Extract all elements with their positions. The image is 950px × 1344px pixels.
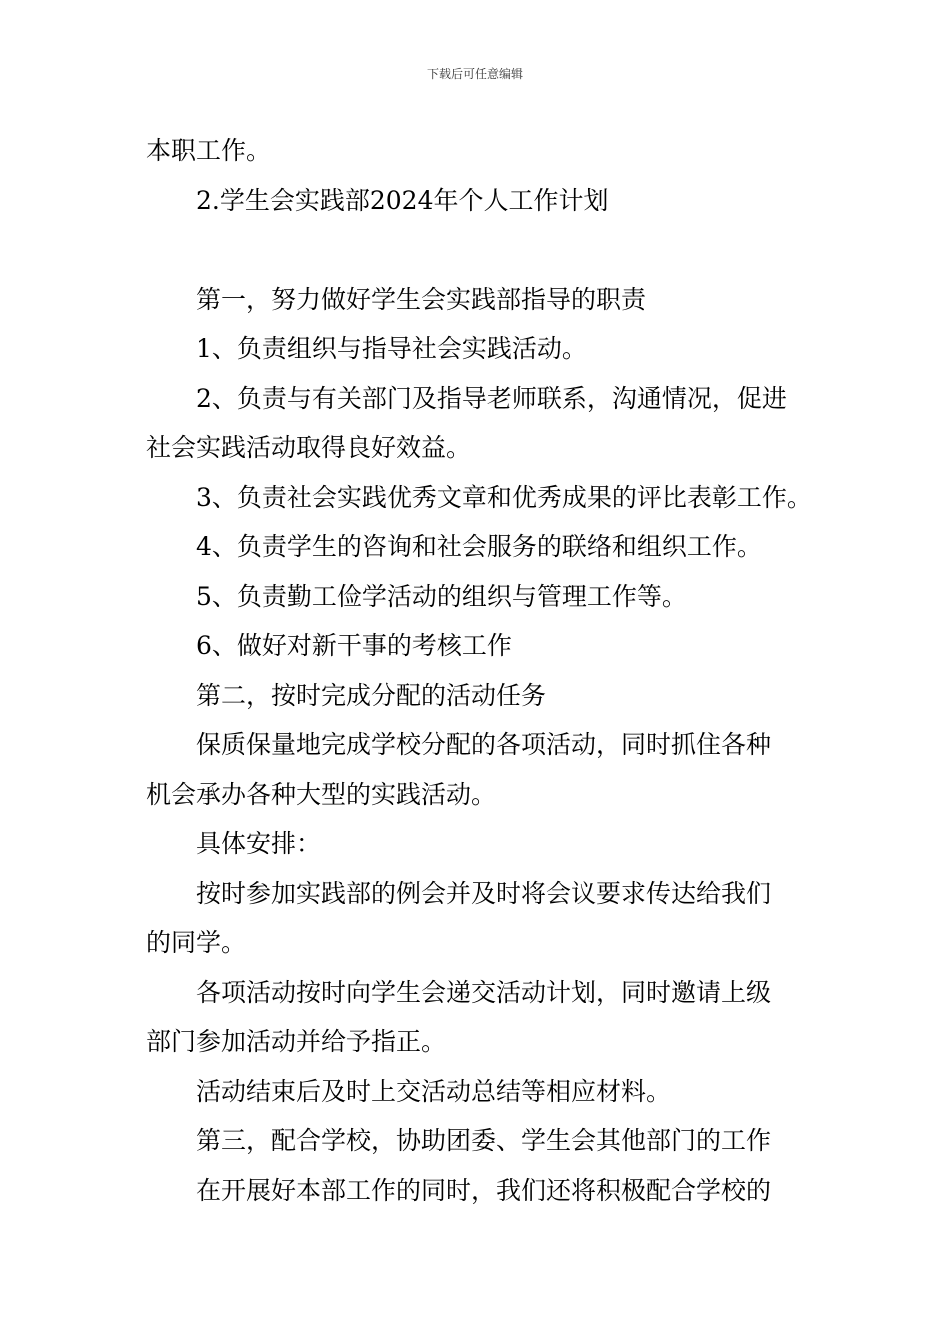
document-body	[146, 126, 814, 1215]
text-line: 具体安排：	[196, 829, 322, 858]
text-line: 的同学。	[146, 928, 247, 957]
list-item: 5、负责勤工俭学活动的组织与管理工作等。	[196, 581, 687, 611]
list-item: 4、负责学生的咨询和社会服务的联络和组织工作。	[196, 532, 762, 561]
text-line: 机会承办各种大型的实践活动。	[146, 779, 497, 809]
page-header: 下载后可任意编辑	[426, 67, 523, 81]
section-heading: 第一，努力做好学生会实践部指导的职责	[196, 284, 647, 314]
list-item: 2、负责与有关部门及指导老师联系，沟通情况，促进	[196, 383, 787, 413]
text-line: 在开展好本部工作的同时，我们还将积极配合学校的	[196, 1175, 772, 1205]
section-heading: 第二，按时完成分配的活动任务	[196, 680, 547, 710]
text-line: 社会实践活动取得良好效益。	[146, 433, 472, 462]
section-heading: 第三，配合学校，协助团委、学生会其他部门的工作	[196, 1126, 772, 1155]
text-line: 部门参加活动并给予指正。	[146, 1027, 447, 1056]
text-line: 活动结束后及时上交活动总结等相应材料。	[196, 1076, 672, 1106]
list-item: 6、做好对新干事的考核工作	[196, 631, 512, 660]
text-line: 本职工作。	[146, 136, 272, 165]
text-line: 保质保量地完成学校分配的各项活动，同时抓住各种	[196, 730, 772, 759]
list-item: 1、负责组织与指导社会实践活动。	[196, 334, 587, 363]
blank-line	[146, 225, 814, 275]
list-item: 3、负责社会实践优秀文章和优秀成果的评比表彰工作。	[196, 482, 812, 512]
text-line: 按时参加实践部的例会并及时将会议要求传达给我们	[196, 878, 772, 908]
text-line: 各项活动按时向学生会递交活动计划，同时邀请上级	[196, 977, 772, 1007]
section-heading: 2.学生会实践部2024年个人工作计划	[196, 185, 609, 215]
